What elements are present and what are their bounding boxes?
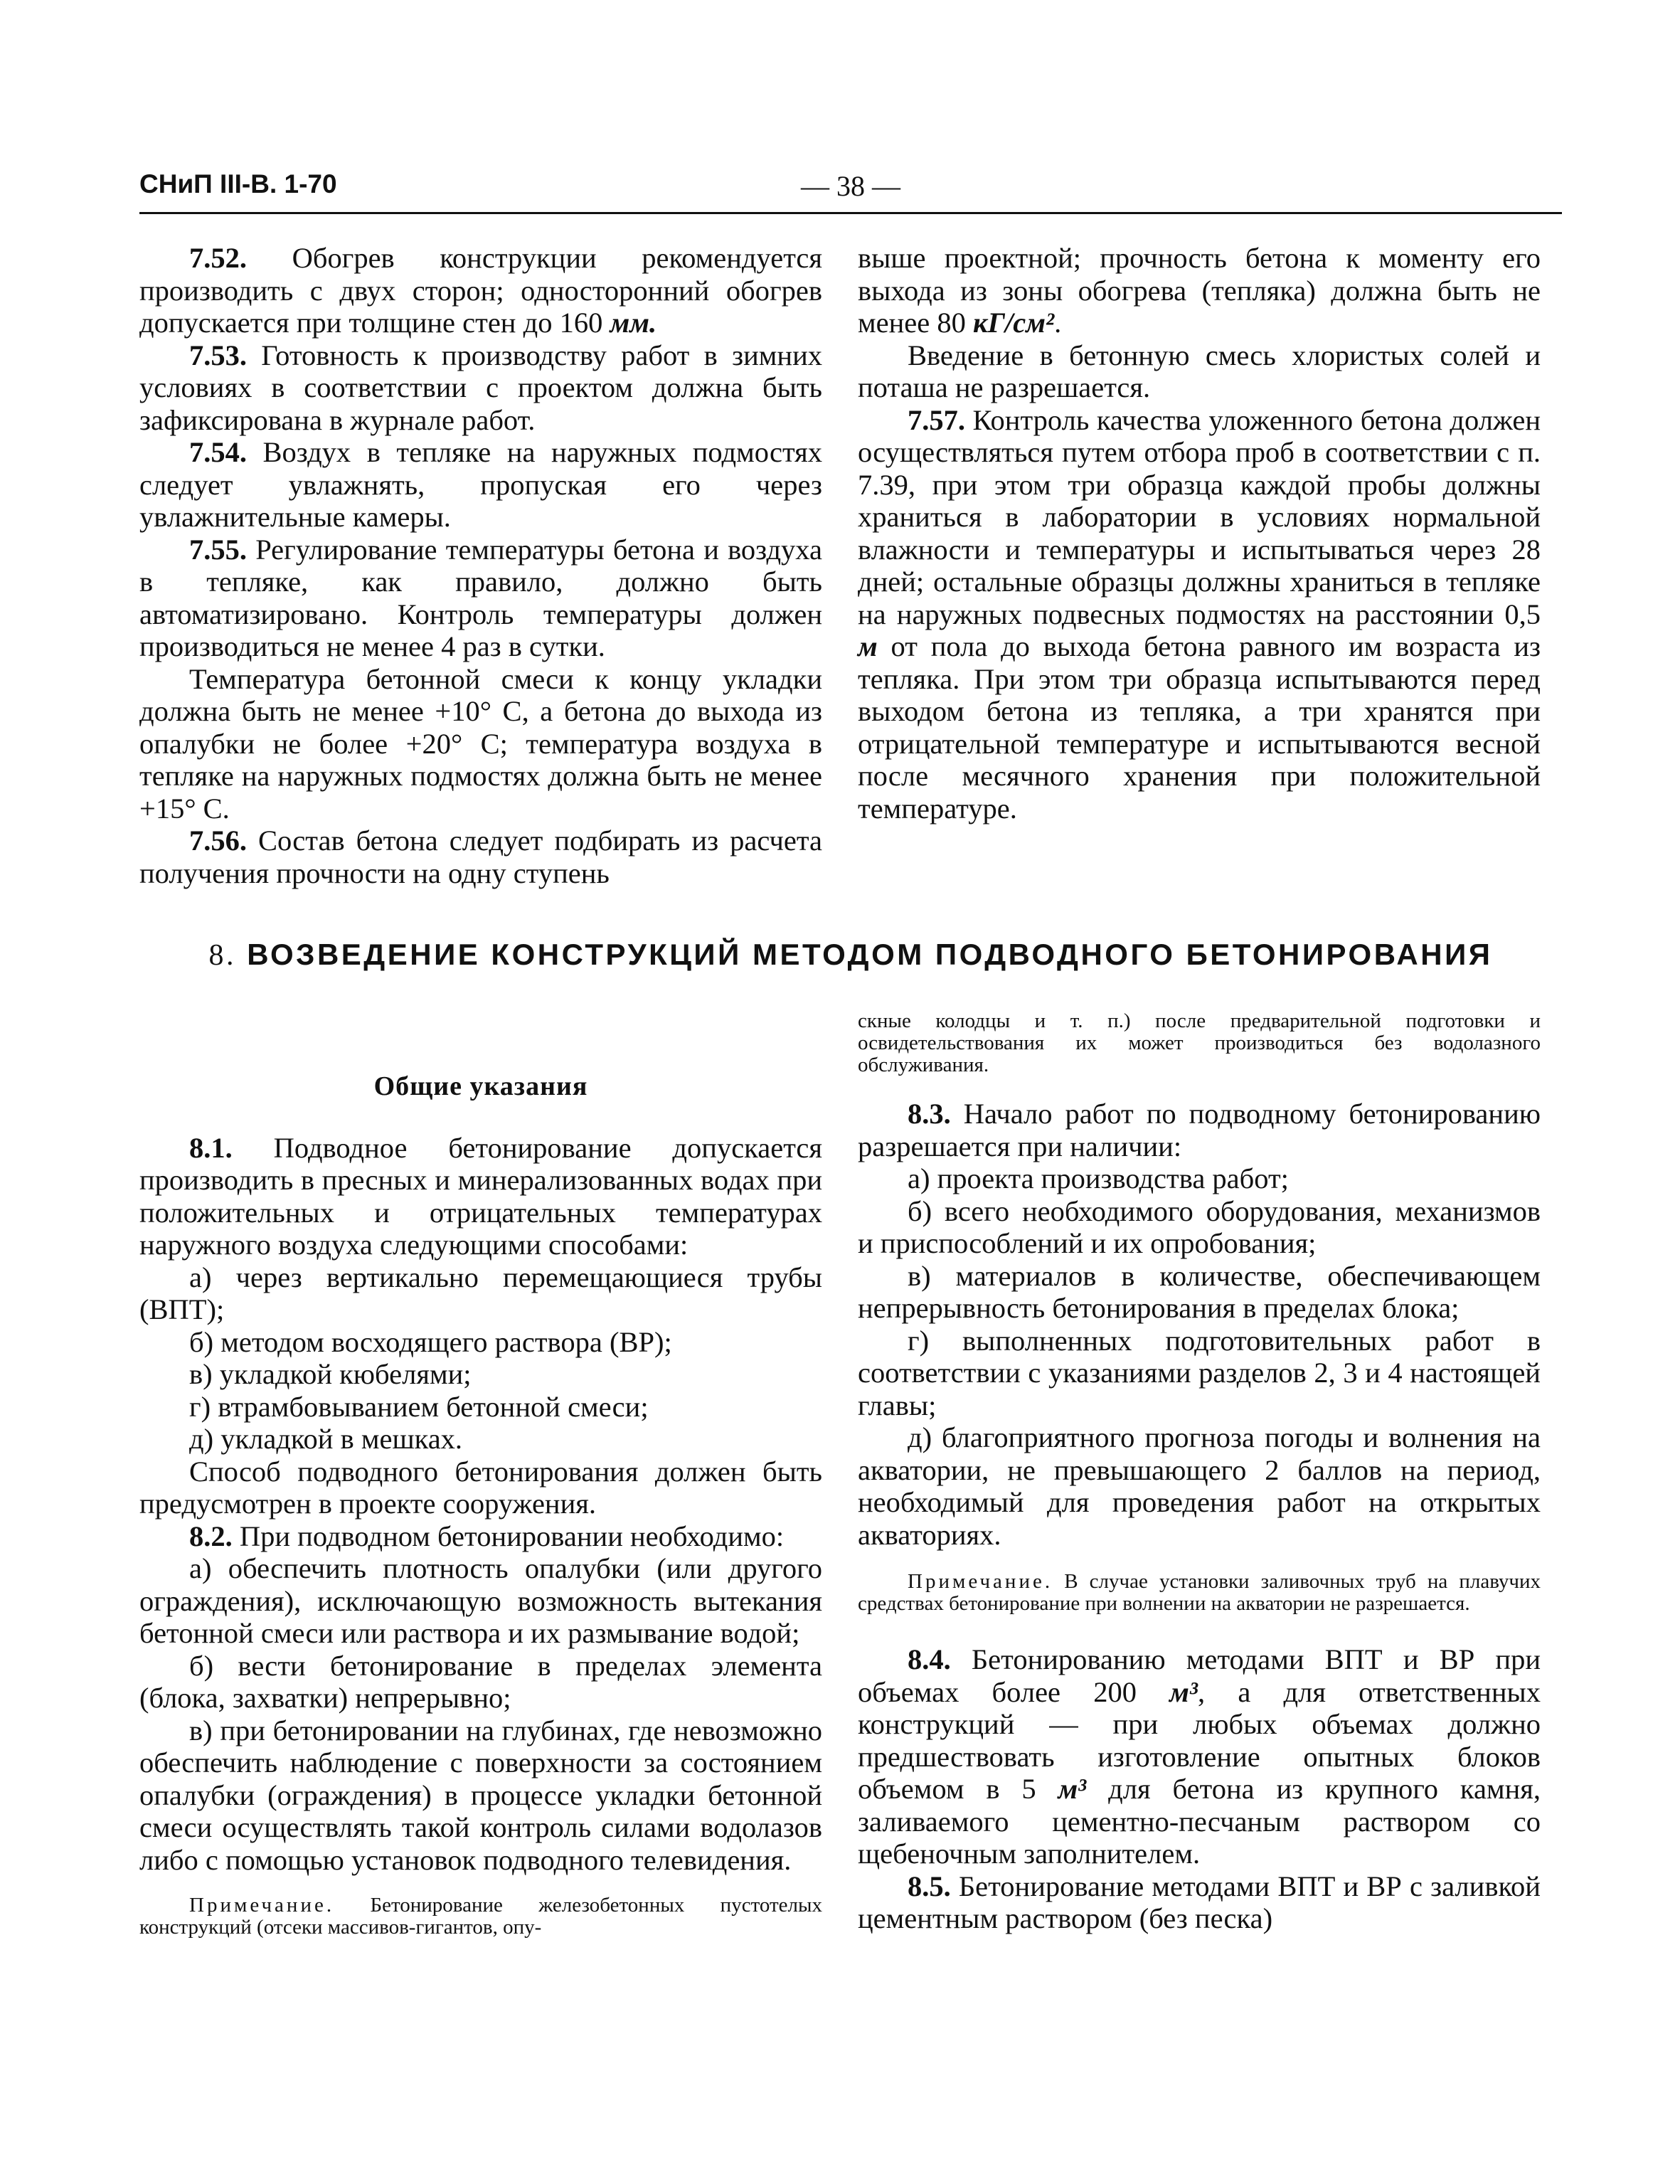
paragraph-7-55-temperature: Температура бетонной смеси к концу укладки должна быть не менее +10° С, а бетона до выхода из опалубки не более +20° С; температура воздуха в тепляке на наружных подмостях должна быть не менее +15° С. xyxy=(139,662,822,825)
paragraph-text: Регулирование температуры бетона и воздуха в тепляке, как правило, должно быть автоматизировано. Контроль температуры должен производиться не менее 4 раз в сутки. xyxy=(139,533,822,662)
paragraph-number: 7.57. xyxy=(908,403,965,436)
note xyxy=(139,1894,822,1939)
paragraph-number: 7.52. xyxy=(189,242,247,274)
paragraph-number: 8.1. xyxy=(189,1131,233,1164)
subheading: Общие указания xyxy=(373,1071,588,1101)
list-item: а) проекта производства работ; xyxy=(908,1162,1289,1194)
paragraph-text: Готовность к производству работ в зимних условиях в соответствии с проектом должна быть зафиксирована в журнале работ. xyxy=(139,339,822,436)
note-text: Бетонирование железобетонных пустотелых конструкций (отсеки массивов-гигантов, опу- xyxy=(139,1894,822,1939)
list-item: д) благоприятного прогноза погоды и волнения на акватории, не превышающего 2 баллов на период, необходимый для проведения работ на открытых акваториях. xyxy=(858,1421,1541,1551)
paragraph-8-5 xyxy=(858,1870,1541,1935)
column-bottom-right xyxy=(858,1010,1541,1935)
unit-text: м xyxy=(858,630,878,662)
paragraph-text: Состав бетона следует подбирать из расчета получения прочности на одну ступень xyxy=(139,825,822,889)
list-item: в) укладкой кюбелями; xyxy=(189,1358,472,1390)
paragraph-number: 8.4. xyxy=(908,1643,951,1675)
list-item: в) материалов в количестве, обеспечивающем непрерывность бетонирования в пределах блока; xyxy=(858,1259,1541,1324)
paragraph-text-continued: от пола до выхода бетона равного им возраста из тепляка. При этом три образца испытываются перед выходом бетона из тепляка, а три хранятся при отрицательной температуре и испытываются весной после месячного хранения при положительной температуре. xyxy=(858,630,1541,825)
paragraph-chloride-salts: Введение в бетонную смесь хлористых солей и поташа не разрешается. xyxy=(858,339,1541,403)
paragraph-8-1-method: Способ подводного бетонирования должен быть предусмотрен в проекте сооружения. xyxy=(139,1455,822,1520)
section-title-text: ВОЗВЕДЕНИЕ КОНСТРУКЦИЙ МЕТОДОМ ПОДВОДНОГО БЕТОНИРОВАНИЯ xyxy=(247,938,1493,971)
column-top-left xyxy=(139,242,822,889)
paragraph-7-52 xyxy=(139,242,822,339)
paragraph-8-1 xyxy=(139,1132,822,1261)
unit-text: кГ/см² xyxy=(972,307,1055,339)
column-top-right xyxy=(858,242,1541,825)
header-rule xyxy=(139,212,1562,214)
paragraph-text: выше проектной; прочность бетона к моменту его выхода из зоны обогрева (тепляка) должна быть не менее 80 xyxy=(858,242,1541,339)
paragraph-number: 7.55. xyxy=(189,533,247,566)
paragraph-text-continued: , а для ответственных конструкций — при любых объемах должно предшествовать изготовление опытных блоков объемом в 5 xyxy=(858,1675,1541,1805)
paragraph-number: 7.54. xyxy=(189,436,247,468)
paragraph-text: Воздух в тепляке на наружных подмостях следует увлажнять, пропуская его через увлажнительные камеры. xyxy=(139,436,822,533)
unit-text: м³ xyxy=(1058,1773,1087,1805)
paragraph-text: При подводном бетонировании необходимо: xyxy=(232,1520,785,1552)
page-header xyxy=(139,169,1562,215)
paragraph-text-end: для бетона из крупного камня, заливаемого цементно-песчаным раствором со щебеночным заполнителем. xyxy=(858,1773,1541,1870)
paragraph-8-2 xyxy=(139,1520,822,1553)
list-item: д) укладкой в мешках. xyxy=(189,1423,463,1455)
paragraph-text: Контроль качества уложенного бетона должен осуществляться путем отбора проб в соответствии с п. 7.39, при этом три образца каждой пробы должны храниться в лаборатории в условиях нормальной влажности и температуры и испытываться через 28 дней; остальные образцы должны храниться в тепляке на наружных подвесных подмостях на расстоянии 0,5 xyxy=(858,403,1541,630)
unit-text: мм. xyxy=(610,307,657,339)
paragraph-text: Начало работ по подводному бетонированию разрешается при наличии: xyxy=(858,1098,1541,1162)
note-label: Примечание. xyxy=(189,1894,335,1917)
note xyxy=(858,1571,1541,1615)
paragraph-text: Бетонирование методами ВПТ и ВР с заливкой цементным раствором (без песка) xyxy=(858,1870,1541,1934)
document-code: СНиП III-В. 1-70 xyxy=(139,169,337,198)
column-bottom-left xyxy=(139,1071,822,1939)
paragraph-number: 7.56. xyxy=(189,825,247,857)
note-text: В случае установки заливочных труб на плавучих средствах бетонирование при волнении на акватории не разрешается. xyxy=(858,1570,1541,1615)
paragraph-text: Подводное бетонирование допускается производить в пресных и минерализованных водах при положительных и отрицательных температурах наружного воздуха следующими способами: xyxy=(139,1131,822,1261)
paragraph-8-3 xyxy=(858,1098,1541,1162)
page-number: — 38 — xyxy=(801,170,900,202)
section-number: 8. xyxy=(208,939,237,972)
list-item: а) обеспечить плотность опалубки (или другого ограждения), исключающую возможность вытекания бетонной смеси или раствора и их размывание водой; xyxy=(139,1552,822,1649)
paragraph-7-54 xyxy=(139,436,822,534)
paragraph-number: 8.5. xyxy=(908,1870,951,1902)
section-title xyxy=(139,938,1562,972)
note-label: Примечание. xyxy=(908,1570,1053,1593)
paragraph-number: 8.2. xyxy=(189,1520,233,1552)
paragraph-7-53 xyxy=(139,339,822,437)
paragraph-text: Бетонированию методами ВПТ и ВР при объемах более 200 xyxy=(858,1643,1541,1708)
list-item: б) методом восходящего раствора (ВР); xyxy=(189,1325,672,1358)
paragraph-7-56 xyxy=(139,825,822,889)
list-item: б) всего необходимого оборудования, механизмов и приспособлений и их опробования; xyxy=(858,1194,1541,1259)
list-item: в) при бетонировании на глубинах, где невозможно обеспечить наблюдение с поверхности за состоянием опалубки (ограждения) в процессе укладки бетонной смеси осуществлять такой контроль силами водолазов либо с помощью установок подводного телевидения. xyxy=(139,1714,822,1876)
paragraph-8-4 xyxy=(858,1643,1541,1870)
paragraph-text: Обогрев конструкции рекомендуется производить с двух сторон; односторонний обогрев допускается при толщине стен до 160 xyxy=(139,242,822,339)
list-item: б) вести бетонирование в пределах элемента (блока, захватки) непрерывно; xyxy=(139,1649,822,1714)
paragraph-7-56-continued xyxy=(858,242,1541,339)
list-item: г) выполненных подготовительных работ в соответствии с указаниями разделов 2, 3 и 4 настоящей главы; xyxy=(858,1324,1541,1421)
list-item: г) втрамбовыванием бетонной смеси; xyxy=(189,1390,649,1423)
unit-text: м³ xyxy=(1169,1675,1198,1708)
note-continued: скные колодцы и т. п.) после предварительной подготовки и освидетельствования их может производиться без водолазного обслуживания. xyxy=(858,1009,1541,1076)
paragraph-7-57 xyxy=(858,404,1541,825)
paragraph-text-end: . xyxy=(1054,307,1062,339)
paragraph-number: 8.3. xyxy=(908,1098,951,1130)
paragraph-7-55 xyxy=(139,534,822,663)
list-item: а) через вертикально перемещающиеся трубы (ВПТ); xyxy=(139,1261,822,1325)
paragraph-number: 7.53. xyxy=(189,339,247,371)
